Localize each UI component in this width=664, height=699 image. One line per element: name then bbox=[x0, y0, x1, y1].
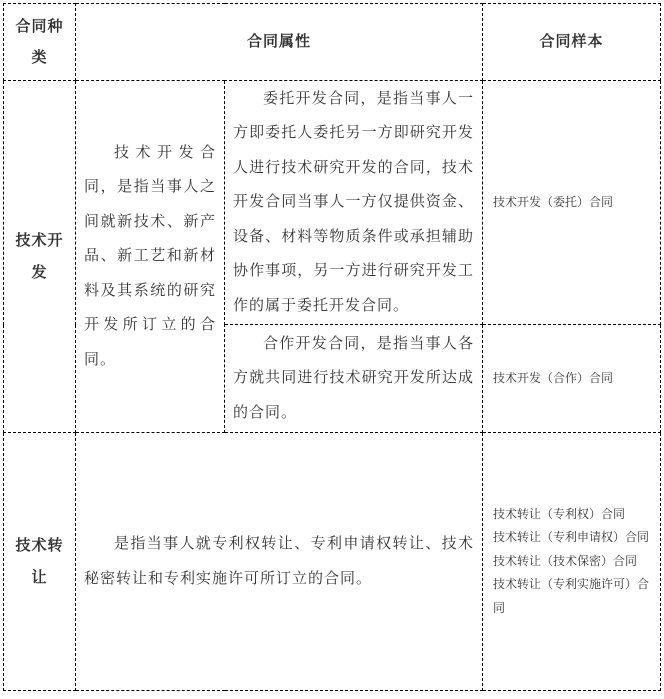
header-contract-type: 合同种类 bbox=[4, 4, 76, 81]
cell-cooperative-development-attribute: 合作开发合同，是指当事人各方就共同进行技术研究开发所达成的合同。 bbox=[225, 325, 483, 433]
tech-development-entrusted-row bbox=[4, 81, 661, 325]
cell-tech-transfer-samples bbox=[483, 433, 661, 691]
contract-types-table bbox=[3, 3, 661, 691]
tech-transfer-sample-line: 技术转让（专利申请权）合同 bbox=[493, 530, 650, 545]
cell-tech-development-overview: 技术开发合同，是指当事人之间就新技术、新产品、新工艺和新材料及其系统的研究开发所订立的合同。 bbox=[76, 81, 225, 433]
cell-cooperative-development-sample: 技术开发（合作）合同 bbox=[483, 325, 661, 433]
cell-tech-transfer-label: 技术转让 bbox=[4, 433, 76, 691]
cell-entrusted-development-attribute: 委托开发合同，是指当事人一方即委托人委托另一方即研究开发人进行技术研究开发的合同，技术开发合同当事人一方仅提供资金、设备、材料等物质条件或承担辅助协作事项，另一方进行研究开发工作的属于委托开发合同。 bbox=[225, 81, 483, 325]
tech-transfer-sample-line: 技术转让（专利权）合同 bbox=[493, 507, 626, 522]
header-contract-attribute: 合同属性 bbox=[76, 4, 483, 81]
header-contract-sample: 合同样本 bbox=[483, 4, 661, 81]
tech-transfer-sample-line: 技术转让（专利实施许可）合同 bbox=[493, 577, 650, 615]
cell-tech-transfer-attribute: 是指当事人就专利权转让、专利申请权转让、技术秘密转让和专利实施许可所订立的合同。 bbox=[76, 433, 483, 691]
tech-transfer-sample-line: 技术转让（技术保密）合同 bbox=[493, 553, 638, 568]
cell-tech-development-label: 技术开发 bbox=[4, 81, 76, 433]
table-header-row bbox=[4, 4, 661, 81]
tech-transfer-row bbox=[4, 433, 661, 691]
cell-entrusted-development-sample: 技术开发（委托）合同 bbox=[483, 81, 661, 325]
